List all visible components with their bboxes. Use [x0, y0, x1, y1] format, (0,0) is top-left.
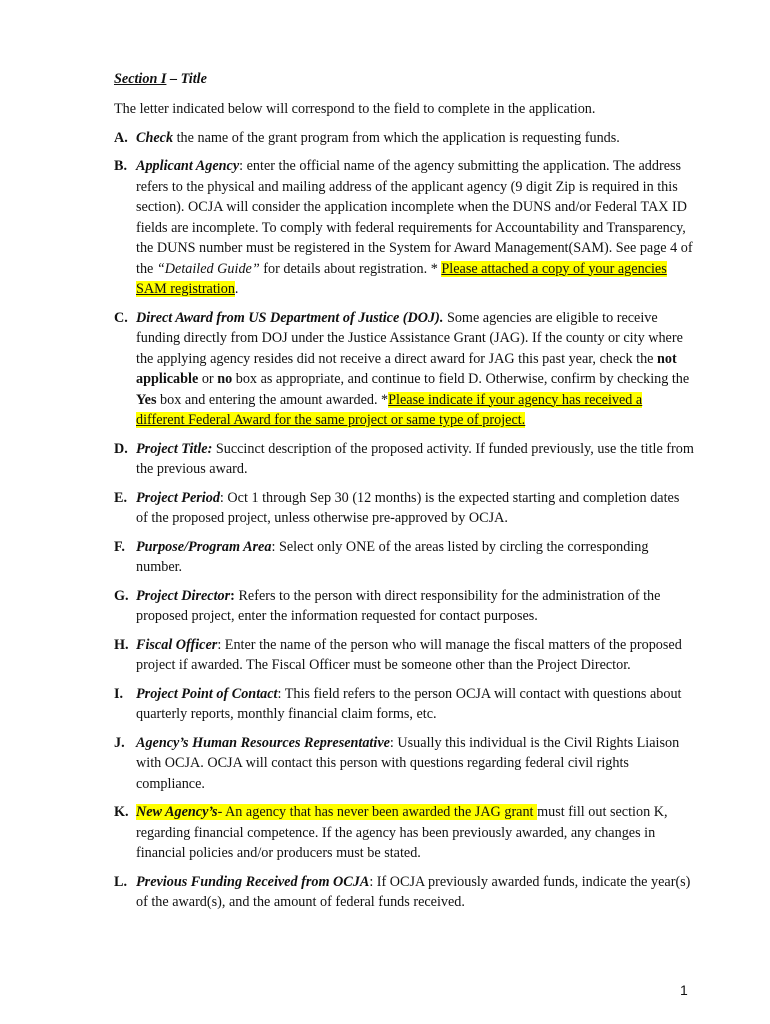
list-item-d: [114, 439, 694, 480]
item-letter: L.: [114, 873, 128, 890]
highlighted-note: Please indicate if your agency has received a different Federal Award for the same project or same type of project.: [136, 391, 643, 428]
item-term: Previous Funding Received from OCJA: [136, 873, 370, 890]
item-term: Agency’s Human Resources Representative: [136, 734, 390, 751]
item-term: Purpose/Program Area: [136, 538, 272, 555]
detailed-guide-reference: “Detailed Guide”: [156, 260, 260, 277]
item-letter: A.: [114, 129, 128, 146]
list-item-c: [114, 308, 694, 431]
list-item-g: [114, 586, 694, 627]
item-letter: G.: [114, 587, 129, 604]
section-heading: [114, 69, 694, 89]
item-text: : If OCJA previously awarded funds, indicate the year(s) of the award(s), and the amount of federal funds received.: [136, 873, 691, 910]
item-term: Project Period: [136, 489, 220, 506]
item-text: Succinct description of the proposed activity. If funded previously, use the title from the previous award.: [136, 440, 694, 477]
item-term: Fiscal Officer: [136, 636, 218, 653]
list-item-f: [114, 537, 694, 578]
item-body: [136, 586, 694, 627]
item-term: Direct Award from US Department of Justice (DOJ).: [136, 309, 444, 326]
item-letter: K.: [114, 804, 129, 820]
list-item-k: [114, 802, 694, 864]
item-body: [136, 128, 694, 149]
item-body: [136, 733, 694, 795]
item-body: [136, 684, 694, 725]
highlighted-note: - An agency that has never been awarded the JAG grant: [217, 804, 538, 820]
item-body: [136, 439, 694, 480]
item-body: [136, 537, 694, 578]
item-text-or: or: [198, 371, 218, 387]
list-item-j: [114, 733, 694, 795]
item-text: Some agencies are eligible to receive funding directly from DOJ under the Justice Assistance Grant (JAG). If the county or city where the applying agency resides did not receive a direct award for JAG this past year, check the: [136, 309, 683, 367]
item-letter: D.: [114, 440, 128, 457]
item-body: [136, 308, 694, 431]
item-letter: I.: [114, 685, 124, 702]
item-text-end: .: [234, 281, 239, 297]
item-body: [136, 488, 694, 529]
document-content: [114, 69, 694, 921]
item-text: must fill out section K, regarding financial competence. If the agency has been previously awarded, any changes in financial policies and/or producers must be stated.: [136, 804, 668, 861]
bold-yes: Yes: [136, 391, 157, 408]
item-term: Project Director: [136, 587, 231, 604]
item-text: : enter the official name of the agency submitting the application. The address refers to the physical and mailing address of the applicant agency (9 digit Zip is required in this section). OCJA will consider the application incomplete when the DUNS and/or Federal TAX ID fields are incomplete. To comply with federal requirements for Accountability and Transparency, the DUNS number must be registered in the System for Award Management(SAM). See page 4 of the: [136, 158, 693, 277]
item-letter: C.: [114, 309, 128, 326]
item-text: : Oct 1 through Sep 30 (12 months) is the expected starting and completion dates of the proposed project, unless otherwise pre-approved by OCJA.: [136, 489, 680, 526]
item-text: : Usually this individual is the Civil Rights Liaison with OCJA. OCJA will contact this person with questions regarding federal civil rights compliance.: [136, 734, 680, 792]
item-body: [136, 156, 694, 300]
list-item-h: [114, 635, 694, 676]
item-text: : This field refers to the person OCJA will contact with questions about quarterly reports, monthly financial claim forms, etc.: [136, 685, 682, 722]
item-text: : Select only ONE of the areas listed by circling the corresponding number.: [136, 538, 649, 575]
item-text-continued: box as appropriate, and continue to field D. Otherwise, confirm by checking the: [232, 371, 690, 387]
item-text-continued: for details about registration. *: [259, 260, 442, 277]
item-letter: E.: [114, 489, 128, 506]
item-letter: J.: [114, 734, 125, 751]
item-term: New Agency’s: [136, 804, 218, 820]
list-item-b: [114, 156, 694, 300]
list-item-i: [114, 684, 694, 725]
item-term: Applicant Agency: [136, 158, 240, 174]
item-text: Refers to the person with direct responsibility for the administration of the proposed project, enter the information requested for contact purposes.: [136, 587, 661, 624]
list-item-a: [114, 128, 694, 149]
item-body: [136, 872, 694, 913]
item-colon: :: [230, 587, 235, 604]
item-letter: B.: [114, 158, 128, 174]
item-body: [136, 635, 694, 676]
section-dash: –: [166, 71, 181, 87]
item-term: Project Title:: [136, 440, 213, 457]
item-letter: F.: [114, 538, 125, 555]
bold-no: no: [217, 371, 233, 387]
item-body: [136, 802, 694, 864]
item-letter: H.: [114, 636, 129, 653]
item-text: : Enter the name of the person who will manage the fiscal matters of the proposed project if awarded. The Fiscal Officer must be someone other than the Project Director.: [136, 636, 682, 673]
bold-not-applicable: not applicable: [136, 350, 677, 387]
item-term: Project Point of Contact: [136, 685, 278, 702]
list-item-l: [114, 872, 694, 913]
section-label: Section I: [114, 71, 167, 87]
item-term: Check: [136, 129, 174, 146]
section-title: Title: [180, 71, 207, 87]
intro-paragraph: The letter indicated below will correspond to the field to complete in the application.: [114, 101, 596, 117]
item-text: the name of the grant program from which the application is requesting funds.: [173, 129, 620, 146]
list-item-e: [114, 488, 694, 529]
highlighted-note: Please attached a copy of your agencies SAM registration: [136, 260, 667, 297]
item-text-continued-2: box and entering the amount awarded. *: [156, 391, 389, 408]
page-number: 1: [680, 982, 688, 998]
